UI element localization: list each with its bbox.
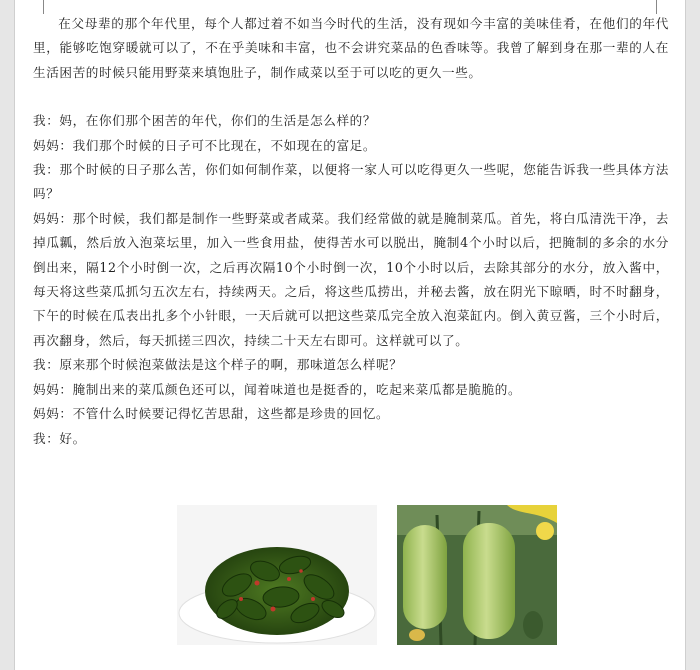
intro-paragraph: 在父母辈的那个年代里，每个人都过着不如当今时代的生活，没有现如今丰富的美味佳肴，在他们的年代里，能够吃饱穿暖就可以了，不在乎美味和丰富，也不会讲究菜品的色香味等。我曾了解到身在那一辈的人在生活困苦的时候只能用野菜来填饱肚子，制作咸菜以至于可以吃的更久一些。 — [33, 16, 669, 80]
pickled-vegetable-photo — [177, 505, 377, 645]
dialogue-line: 妈妈：那个时候，我们都是制作一些野菜或者咸菜。我们经常做的就是腌制菜瓜。首先，将白瓜清洗干净，去掉瓜瓤，然后放入泡菜坛里，加入一些食用盐，使得苦水可以脱出，腌制4个小时以后，把腌制的多余的水分倒出来，隔12个小时倒一次，之后再次隔10个小时倒一次，10个小时以后，去除其部分的水分，放入酱中，每天将这些菜瓜抓匀五次左右，持续两天。之后，将这些瓜捞出，并秘去酱，放在阴光下晾晒，时不时翻身，下午的时候在瓜表出扎多个小针眼，一天后就可以把这些菜瓜完全放入泡菜缸内。倒入黄豆酱，三个小时后，再次翻身，然后，每天抓搓三四次，持续二十天左右即可。这样就可以了。 — [33, 210, 669, 348]
dialogue-line: 我：好。 — [33, 430, 86, 446]
dialogue-line: 我：原来那个时候泡菜做法是这个样子的啊，那味道怎么样呢？ — [33, 357, 403, 373]
gourd-illustration — [397, 505, 557, 645]
document-page — [14, 0, 686, 670]
paragraph-gap — [33, 85, 669, 109]
document-body — [33, 12, 669, 451]
dialogue-line: 妈妈：我们那个时候的日子可不比现在，不如现在的富足。 — [33, 137, 377, 153]
dialogue-line: 妈妈：腌制出来的菜瓜颜色还可以，闻着味道也是挺香的，吃起来菜瓜都是脆脆的。 — [33, 381, 522, 397]
pickled-vegetable-illustration — [177, 505, 377, 645]
dialogue-line: 我：那个时候的日子那么苦，你们如何制作菜，以便将一家人可以吃得更久一些呢，您能告诉我一些具体方法吗？ — [33, 162, 669, 202]
gourd-photo — [397, 505, 557, 645]
dialogue-line: 妈妈：不管什么时候要记得忆苦思甜，这些都是珍贵的回忆。 — [33, 406, 390, 422]
dialogue-line: 我：妈，在你们那个困苦的年代，你们的生活是怎么样的？ — [33, 113, 377, 129]
